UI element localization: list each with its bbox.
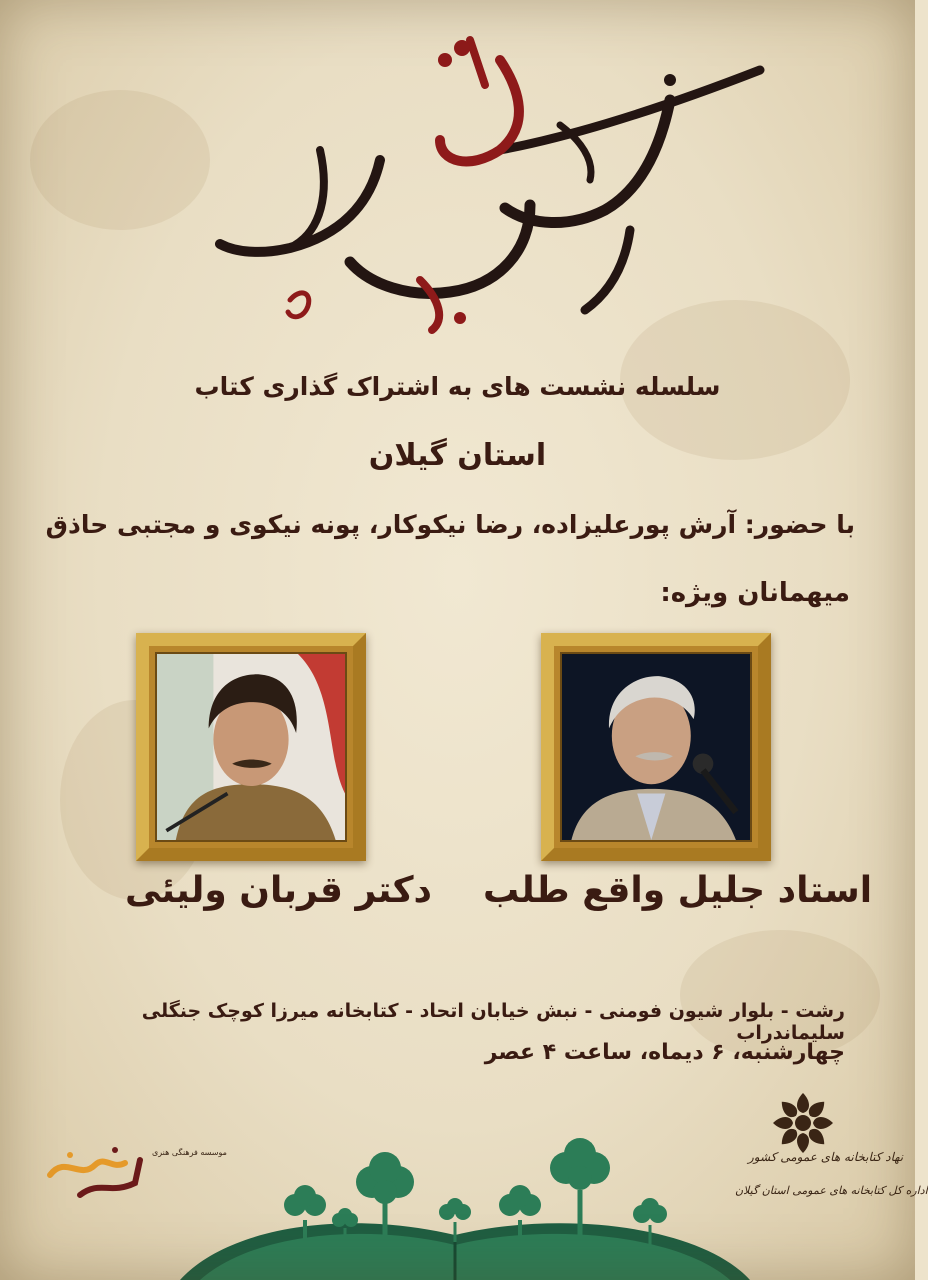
province-title: استان گیلان	[368, 438, 547, 473]
event-address: رشت - بلوار شیون فومنی - نبش خیابان اتحاد - کتابخانه میرزا کوچک جنگلی سلیماندراب	[141, 1000, 845, 1044]
calligraphy-title-logo	[200, 30, 780, 340]
guest-name-left: دکتر قربان ولیئی	[125, 870, 433, 911]
paper-stain	[30, 90, 210, 230]
guest-portrait-frame	[541, 633, 771, 861]
guest-name-right: استاد جلیل واقع طلب	[483, 870, 873, 911]
event-datetime: چهارشنبه، ۶ دیماه، ساعت ۴ عصر	[484, 1040, 845, 1065]
guest-portrait-photo	[155, 652, 347, 842]
guest-portrait-photo	[560, 652, 752, 842]
partner-logo-text: موسسه فرهنگی هنری	[152, 1148, 227, 1157]
org-logo-line1: نهاد کتابخانه های عمومی کشور	[748, 1150, 904, 1164]
book-and-trees-illustration	[0, 1130, 915, 1280]
org-logo-line2: اداره کل کتابخانه های عمومی استان گیلان	[735, 1184, 928, 1197]
guest-portrait-frame	[136, 633, 366, 861]
special-guests-label: میهمانان ویژه:	[660, 578, 850, 608]
presenters-line: با حضور: آرش پورعلیزاده، رضا نیکوکار، پونه نیکوی و مجتبی حاذق	[45, 510, 855, 539]
subtitle: سلسله نشست های به اشتراک گذاری کتاب	[194, 372, 721, 401]
